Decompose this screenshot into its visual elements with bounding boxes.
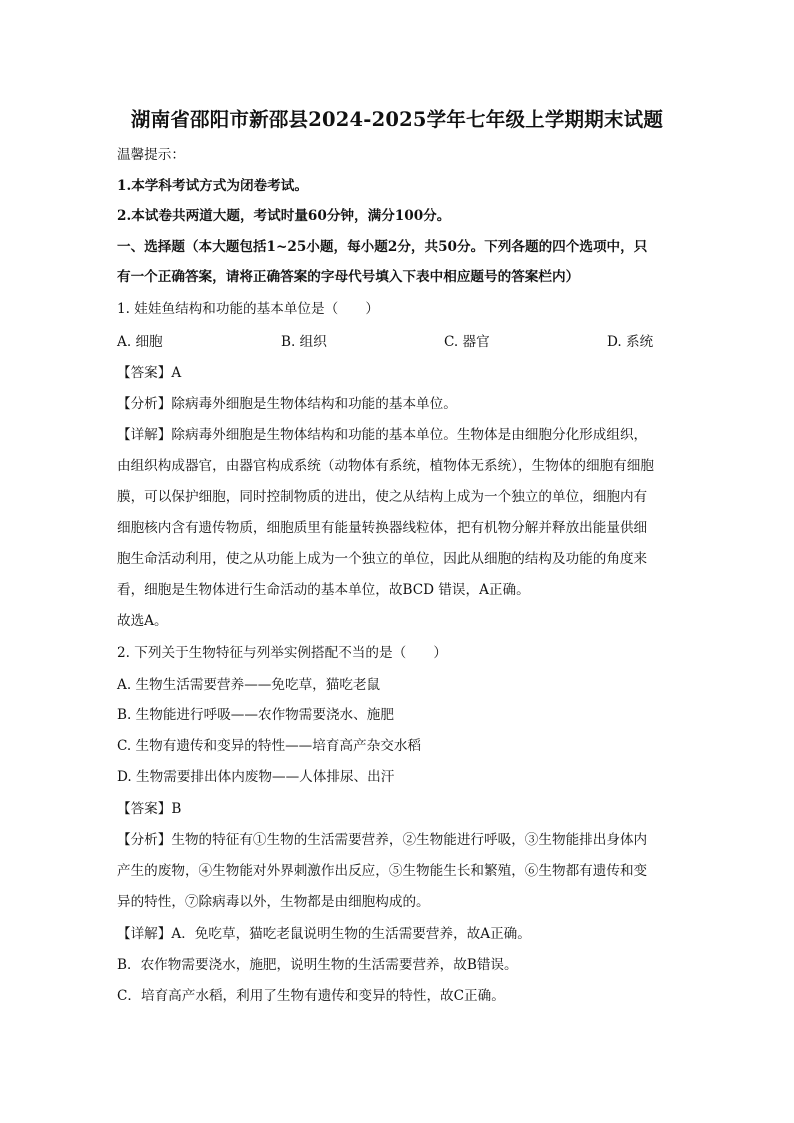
detail-line: 【详解】除病毒外细胞是生物体结构和功能的基本单位。生物体是由细胞分化形成组织， bbox=[117, 427, 648, 443]
notice-heading: 温馨提示： bbox=[117, 147, 185, 163]
detail-line: 细胞核内含有遗传物质，细胞质里有能量转换器线粒体，把有机物分解并释放出能量供细 bbox=[117, 520, 648, 536]
detail-line: 由组织构成器官，由器官构成系统（动物体有系统，植物体无系统），生物体的细胞有细胞 bbox=[117, 458, 654, 474]
detail-line: C．培育高产水稻，利用了生物有遗传和变异的特性，故C正确。 bbox=[117, 988, 505, 1004]
option-d: D. 生物需要排出体内废物——人体排尿、出汗 bbox=[117, 769, 395, 785]
page-title: 湖南省邵阳市新邵县2024-2025学年七年级上学期期末试题 bbox=[130, 108, 664, 131]
detail-line: 膜，可以保护细胞，同时控制物质的进出，使之从结构上成为一个独立的单位，细胞内有 bbox=[117, 489, 648, 505]
analysis-line: 异的特性，⑦除病毒以外，生物都是由细胞构成的。 bbox=[117, 894, 430, 910]
option-b: B. 组织 bbox=[281, 334, 327, 350]
option-c: C. 生物有遗传和变异的特性——培育高产杂交水稻 bbox=[117, 738, 422, 754]
answer: 【答案】B bbox=[117, 801, 182, 817]
question-stem: 1. 娃娃鱼结构和功能的基本单位是（ ） bbox=[117, 301, 379, 317]
option-b: B. 生物能进行呼吸——农作物需要浇水、施肥 bbox=[117, 707, 394, 723]
detail-line: B．农作物需要浇水，施肥，说明生物的生活需要营养，故B错误。 bbox=[117, 957, 518, 973]
option-d: D. 系统 bbox=[607, 334, 654, 350]
option-a: A. 细胞 bbox=[117, 334, 163, 350]
option-a: A. 生物生活需要营养——免吃草，猫吃老鼠 bbox=[117, 677, 381, 693]
section-heading-cont: 有一个正确答案，请将正确答案的字母代号填入下表中相应题号的答案栏内） bbox=[117, 269, 580, 285]
section-heading: 一、选择题（本大题包括1~25小题，每小题2分，共50分。下列各题的四个选项中，只 bbox=[117, 239, 648, 255]
detail-line: 【详解】A．免吃草，猫吃老鼠说明生物的生活需要营养，故A正确。 bbox=[117, 926, 531, 942]
detail-line: 胞生命活动利用，使之从功能上成为一个独立的单位，因此从细胞的结构及功能的角度来 bbox=[117, 551, 648, 567]
answer: 【答案】A bbox=[117, 365, 182, 381]
notice-item: 2.本试卷共两道大题，考试时量60分钟，满分100分。 bbox=[117, 208, 451, 224]
analysis-line: 【分析】生物的特征有①生物的生活需要营养，②生物能进行呼吸，③生物能排出身体内 bbox=[117, 832, 648, 848]
analysis: 【分析】除病毒外细胞是生物体结构和功能的基本单位。 bbox=[117, 396, 457, 412]
detail-line: 看，细胞是生物体进行生命活动的基本单位，故BCD 错误，A正确。 bbox=[117, 582, 530, 598]
option-c: C. 器官 bbox=[444, 334, 490, 350]
question-stem: 2. 下列关于生物特征与列举实例搭配不当的是（ ） bbox=[117, 645, 447, 661]
notice-item: 1.本学科考试方式为闭卷考试。 bbox=[117, 178, 308, 194]
conclusion: 故选A。 bbox=[117, 613, 168, 629]
analysis-line: 产生的废物，④生物能对外界刺激作出反应，⑤生物能生长和繁殖，⑥生物都有遗传和变 bbox=[117, 863, 648, 879]
